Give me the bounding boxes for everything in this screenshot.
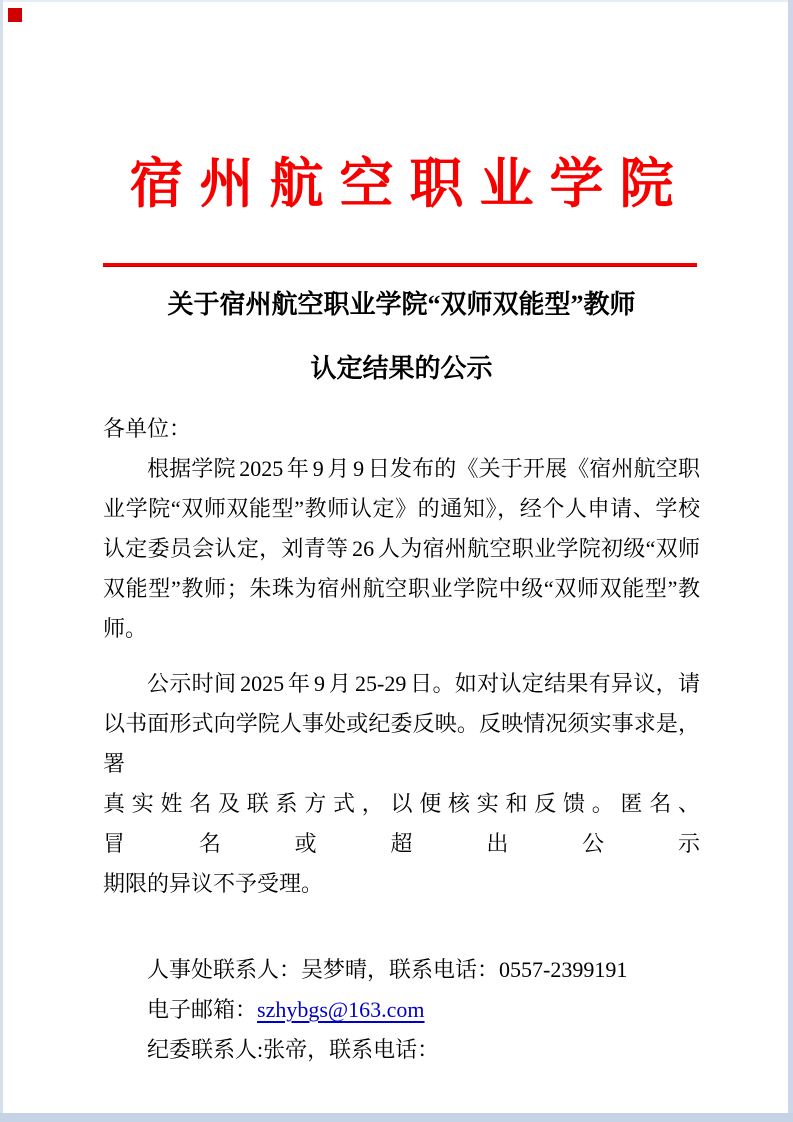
email-link[interactable]: szhybgs@163.com [257,997,425,1022]
body-line: 师。 [103,616,148,641]
jiwei-contact-line: 纪委联系人:张帝，联系电话： [147,1037,440,1062]
document-title-line1: 关于宿州航空职业学院“双师双能型”教师 [167,290,636,319]
click-marker-square [8,8,22,22]
document-title-line2: 认定结果的公示 [310,354,493,383]
document-body [103,409,700,1070]
body-line: 各单位： [103,416,192,441]
body-line: 公示时间 2025 年 9 月 25-29 日。如对认定结果有异议，请 [147,671,700,696]
body-line: 真实姓名及联系方式，以便核实和反馈。匿名、冒名或超出公示 [103,791,700,856]
page-edge-left [0,0,3,1122]
body-line: 认定委员会认定，刘青等 26 人为宿州航空职业学院初级“双师 [103,536,700,561]
body-line: 业学院“双师双能型”教师认定》的通知》，经个人申请、学校 [103,496,700,521]
page-edge-bottom [0,1113,793,1122]
body-line: 以书面形式向学院人事处或纪委反映。反映情况须实事求是，署 [103,711,700,776]
page-edge-top [0,0,793,2]
email-label: 电子邮箱： [147,997,258,1022]
body-line: 根据学院 2025 年 9 月 9 日发布的《关于开展《宿州航空职 [147,456,700,481]
email-line [103,990,700,1030]
body-line: 期限的异议不予受理。 [103,871,324,896]
body-lines [103,409,700,904]
school-letterhead: 宿州航空职业学院 [129,154,690,214]
letterhead-rule [103,263,697,267]
page-edge-right [788,0,793,1122]
hr-contact-line: 人事处联系人：吴梦晴，联系电话：0557-2399191 [147,957,628,982]
body-line: 双能型”教师；朱珠为宿州航空职业学院中级“双师双能型”教 [103,576,700,601]
